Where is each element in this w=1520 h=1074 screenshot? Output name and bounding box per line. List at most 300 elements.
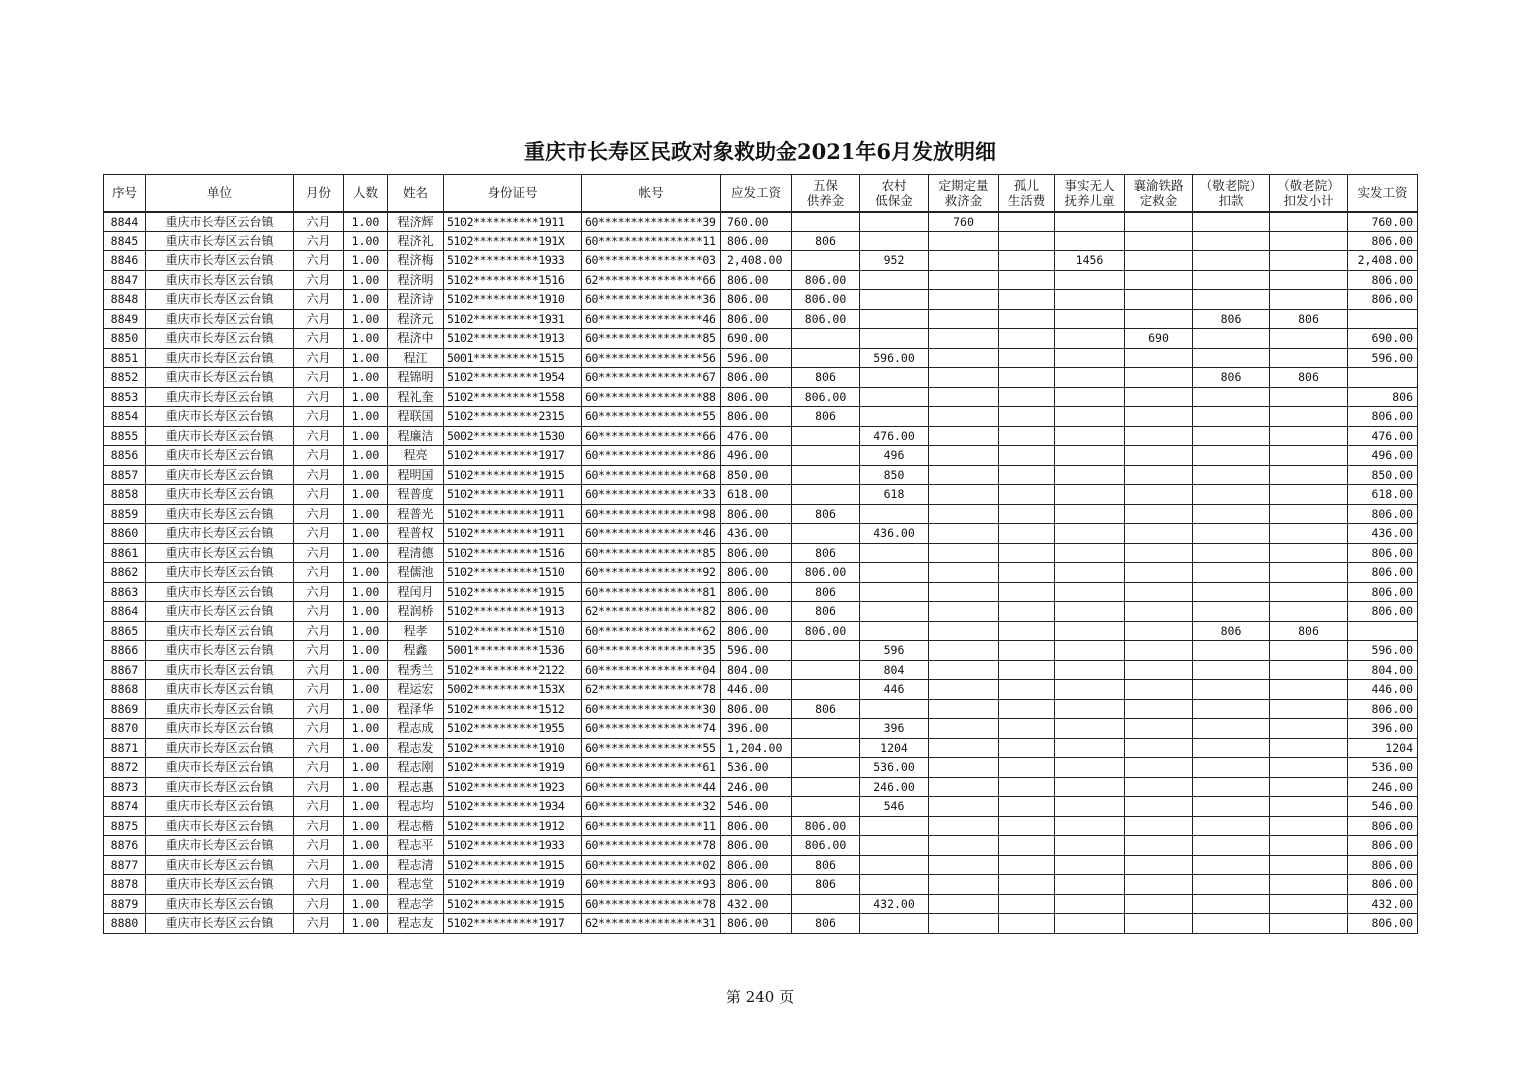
cell-due: 806.00: [721, 407, 792, 427]
cell-actual: [1348, 309, 1418, 329]
cell-subtotal: [1270, 231, 1348, 251]
cell-month: 六月: [294, 465, 344, 485]
cell-month: 六月: [294, 251, 344, 271]
cell-wubao: 806: [792, 914, 860, 934]
cell-name: 程志堂: [388, 875, 444, 895]
cell-railway: [1125, 465, 1193, 485]
cell-account: 60****************03: [582, 251, 721, 271]
cell-name: 程济诗: [388, 290, 444, 310]
cell-child: [1055, 797, 1125, 817]
cell-name: 程志刚: [388, 758, 444, 778]
cell-name: 程礼奎: [388, 387, 444, 407]
cell-unit: 重庆市长寿区云台镇: [146, 309, 294, 329]
cell-deduct: [1193, 738, 1270, 758]
cell-wubao: [792, 212, 860, 232]
table-row: [104, 738, 1418, 758]
cell-child: [1055, 543, 1125, 563]
cell-orphan: [999, 270, 1055, 290]
cell-name: 程济辉: [388, 212, 444, 232]
table-body: [104, 212, 1418, 934]
cell-month: 六月: [294, 582, 344, 602]
cell-subtotal: [1270, 251, 1348, 271]
cell-people: 1.00: [344, 797, 388, 817]
cell-due: 596.00: [721, 348, 792, 368]
cell-fixed: [929, 621, 999, 641]
cell-deduct: [1193, 543, 1270, 563]
cell-seq: 8858: [104, 485, 146, 505]
cell-railway: [1125, 212, 1193, 232]
cell-id-no: 5102**********1917: [444, 914, 582, 934]
cell-railway: [1125, 836, 1193, 856]
cell-child: [1055, 738, 1125, 758]
table-row: [104, 407, 1418, 427]
cell-account: 60****************81: [582, 582, 721, 602]
cell-fixed: [929, 680, 999, 700]
cell-railway: [1125, 348, 1193, 368]
cell-month: 六月: [294, 836, 344, 856]
cell-deduct: [1193, 465, 1270, 485]
cell-people: 1.00: [344, 407, 388, 427]
cell-people: 1.00: [344, 582, 388, 602]
cell-actual: 396.00: [1348, 719, 1418, 739]
cell-due: 496.00: [721, 446, 792, 466]
cell-seq: 8867: [104, 660, 146, 680]
cell-id-no: 5102**********1516: [444, 543, 582, 563]
cell-seq: 8869: [104, 699, 146, 719]
header-id-no: 身份证号: [444, 175, 582, 212]
cell-seq: 8859: [104, 504, 146, 524]
cell-child: [1055, 270, 1125, 290]
table-row: [104, 758, 1418, 778]
cell-actual: 496.00: [1348, 446, 1418, 466]
cell-orphan: [999, 504, 1055, 524]
cell-wubao: 806: [792, 543, 860, 563]
cell-id-no: 5102**********1915: [444, 855, 582, 875]
cell-fixed: [929, 407, 999, 427]
cell-deduct: [1193, 641, 1270, 661]
cell-actual: 806.00: [1348, 290, 1418, 310]
cell-account: 60****************86: [582, 446, 721, 466]
header-account: 帐号: [582, 175, 721, 212]
cell-seq: 8851: [104, 348, 146, 368]
cell-unit: 重庆市长寿区云台镇: [146, 231, 294, 251]
cell-people: 1.00: [344, 504, 388, 524]
cell-fixed: [929, 816, 999, 836]
table-row: [104, 543, 1418, 563]
cell-name: 程秀兰: [388, 660, 444, 680]
cell-due: 806.00: [721, 309, 792, 329]
cell-railway: [1125, 602, 1193, 622]
cell-seq: 8876: [104, 836, 146, 856]
cell-due: 806.00: [721, 270, 792, 290]
cell-unit: 重庆市长寿区云台镇: [146, 446, 294, 466]
cell-subtotal: [1270, 426, 1348, 446]
cell-wubao: 806.00: [792, 387, 860, 407]
table-row: [104, 797, 1418, 817]
cell-actual: 536.00: [1348, 758, 1418, 778]
cell-due: 546.00: [721, 797, 792, 817]
cell-orphan: [999, 329, 1055, 349]
cell-unit: 重庆市长寿区云台镇: [146, 914, 294, 934]
cell-due: 446.00: [721, 680, 792, 700]
cell-seq: 8875: [104, 816, 146, 836]
cell-child: [1055, 914, 1125, 934]
cell-due: 596.00: [721, 641, 792, 661]
cell-seq: 8857: [104, 465, 146, 485]
cell-due: 690.00: [721, 329, 792, 349]
table-row: [104, 231, 1418, 251]
cell-fixed: [929, 270, 999, 290]
cell-child: [1055, 660, 1125, 680]
cell-railway: [1125, 582, 1193, 602]
cell-subtotal: 806: [1270, 368, 1348, 388]
cell-child: [1055, 387, 1125, 407]
cell-deduct: [1193, 816, 1270, 836]
cell-wubao: [792, 465, 860, 485]
cell-month: 六月: [294, 504, 344, 524]
cell-deduct: [1193, 758, 1270, 778]
cell-subtotal: [1270, 738, 1348, 758]
cell-id-no: 5102**********1954: [444, 368, 582, 388]
header-deduct: （敬老院） 扣款: [1193, 175, 1270, 212]
cell-actual: 806.00: [1348, 407, 1418, 427]
cell-month: 六月: [294, 855, 344, 875]
cell-deduct: [1193, 836, 1270, 856]
cell-dibao: 804: [860, 660, 929, 680]
cell-seq: 8863: [104, 582, 146, 602]
cell-account: 62****************82: [582, 602, 721, 622]
cell-subtotal: [1270, 290, 1348, 310]
cell-dibao: 1204: [860, 738, 929, 758]
cell-railway: [1125, 719, 1193, 739]
cell-id-no: 5102**********1558: [444, 387, 582, 407]
cell-month: 六月: [294, 699, 344, 719]
cell-subtotal: [1270, 816, 1348, 836]
cell-seq: 8861: [104, 543, 146, 563]
cell-orphan: [999, 446, 1055, 466]
cell-actual: [1348, 621, 1418, 641]
cell-child: [1055, 641, 1125, 661]
cell-subtotal: [1270, 504, 1348, 524]
cell-unit: 重庆市长寿区云台镇: [146, 290, 294, 310]
cell-wubao: [792, 738, 860, 758]
table-row: [104, 816, 1418, 836]
cell-fixed: [929, 894, 999, 914]
cell-subtotal: [1270, 582, 1348, 602]
cell-due: 850.00: [721, 465, 792, 485]
cell-dibao: 596.00: [860, 348, 929, 368]
cell-fixed: [929, 641, 999, 661]
cell-dibao: 596: [860, 641, 929, 661]
cell-account: 60****************85: [582, 543, 721, 563]
cell-dibao: 496: [860, 446, 929, 466]
cell-people: 1.00: [344, 894, 388, 914]
cell-dibao: 446: [860, 680, 929, 700]
cell-actual: 760.00: [1348, 212, 1418, 232]
cell-due: 806.00: [721, 816, 792, 836]
cell-child: [1055, 680, 1125, 700]
cell-deduct: [1193, 446, 1270, 466]
cell-subtotal: [1270, 387, 1348, 407]
cell-due: 806.00: [721, 387, 792, 407]
cell-railway: [1125, 290, 1193, 310]
cell-wubao: [792, 894, 860, 914]
cell-wubao: 806: [792, 407, 860, 427]
cell-account: 60****************85: [582, 329, 721, 349]
cell-name: 程济礼: [388, 231, 444, 251]
cell-orphan: [999, 387, 1055, 407]
cell-due: 806.00: [721, 504, 792, 524]
cell-actual: 806.00: [1348, 602, 1418, 622]
cell-account: 60****************11: [582, 816, 721, 836]
cell-railway: [1125, 446, 1193, 466]
cell-id-no: 5102**********1933: [444, 251, 582, 271]
cell-name: 程志友: [388, 914, 444, 934]
table-row: [104, 914, 1418, 934]
cell-id-no: 5102**********1911: [444, 504, 582, 524]
cell-child: [1055, 621, 1125, 641]
cell-due: 806.00: [721, 621, 792, 641]
cell-unit: 重庆市长寿区云台镇: [146, 407, 294, 427]
cell-orphan: [999, 914, 1055, 934]
cell-month: 六月: [294, 426, 344, 446]
cell-name: 程普光: [388, 504, 444, 524]
cell-subtotal: [1270, 212, 1348, 232]
cell-wubao: [792, 680, 860, 700]
cell-child: [1055, 894, 1125, 914]
header-seq: 序号: [104, 175, 146, 212]
cell-people: 1.00: [344, 368, 388, 388]
table-row: [104, 563, 1418, 583]
cell-railway: [1125, 914, 1193, 934]
cell-month: 六月: [294, 680, 344, 700]
page-number: 第 240 页: [725, 988, 795, 1006]
cell-month: 六月: [294, 738, 344, 758]
cell-fixed: [929, 797, 999, 817]
cell-subtotal: [1270, 719, 1348, 739]
cell-month: 六月: [294, 212, 344, 232]
cell-fixed: [929, 251, 999, 271]
cell-child: [1055, 231, 1125, 251]
cell-railway: [1125, 660, 1193, 680]
cell-fixed: 760: [929, 212, 999, 232]
cell-unit: 重庆市长寿区云台镇: [146, 582, 294, 602]
cell-people: 1.00: [344, 446, 388, 466]
cell-deduct: [1193, 426, 1270, 446]
header-wubao: 五保 供养金: [792, 175, 860, 212]
cell-orphan: [999, 699, 1055, 719]
cell-actual: 806.00: [1348, 582, 1418, 602]
cell-wubao: [792, 758, 860, 778]
cell-month: 六月: [294, 543, 344, 563]
cell-people: 1.00: [344, 777, 388, 797]
cell-due: 760.00: [721, 212, 792, 232]
cell-deduct: [1193, 504, 1270, 524]
cell-railway: [1125, 758, 1193, 778]
header-child: 事实无人 抚养儿童: [1055, 175, 1125, 212]
cell-id-no: 5102**********191X: [444, 231, 582, 251]
cell-people: 1.00: [344, 875, 388, 895]
cell-wubao: 806: [792, 582, 860, 602]
cell-due: 2,408.00: [721, 251, 792, 271]
table-row: [104, 309, 1418, 329]
cell-people: 1.00: [344, 251, 388, 271]
cell-name: 程济元: [388, 309, 444, 329]
cell-orphan: [999, 777, 1055, 797]
cell-child: [1055, 777, 1125, 797]
cell-account: 60****************93: [582, 875, 721, 895]
cell-dibao: [860, 914, 929, 934]
cell-subtotal: [1270, 446, 1348, 466]
cell-actual: 806.00: [1348, 563, 1418, 583]
cell-month: 六月: [294, 894, 344, 914]
cell-month: 六月: [294, 290, 344, 310]
cell-dibao: [860, 212, 929, 232]
cell-account: 60****************33: [582, 485, 721, 505]
cell-dibao: [860, 602, 929, 622]
table-row: [104, 212, 1418, 232]
cell-wubao: 806: [792, 699, 860, 719]
cell-name: 程志学: [388, 894, 444, 914]
cell-month: 六月: [294, 719, 344, 739]
cell-subtotal: [1270, 660, 1348, 680]
cell-wubao: [792, 485, 860, 505]
cell-due: 476.00: [721, 426, 792, 446]
cell-subtotal: [1270, 348, 1348, 368]
cell-account: 60****************56: [582, 348, 721, 368]
cell-actual: 806.00: [1348, 816, 1418, 836]
cell-fixed: [929, 231, 999, 251]
cell-wubao: [792, 426, 860, 446]
cell-child: [1055, 524, 1125, 544]
cell-id-no: 5102**********2315: [444, 407, 582, 427]
cell-actual: 436.00: [1348, 524, 1418, 544]
cell-name: 程联国: [388, 407, 444, 427]
cell-month: 六月: [294, 446, 344, 466]
cell-child: [1055, 309, 1125, 329]
cell-railway: [1125, 641, 1193, 661]
cell-subtotal: [1270, 641, 1348, 661]
header-name: 姓名: [388, 175, 444, 212]
table-row: [104, 290, 1418, 310]
cell-actual: 806.00: [1348, 875, 1418, 895]
cell-wubao: 806.00: [792, 563, 860, 583]
cell-deduct: [1193, 855, 1270, 875]
cell-account: 62****************31: [582, 914, 721, 934]
cell-deduct: 806: [1193, 621, 1270, 641]
cell-dibao: [860, 231, 929, 251]
cell-actual: 806.00: [1348, 836, 1418, 856]
cell-account: 60****************66: [582, 426, 721, 446]
cell-orphan: [999, 621, 1055, 641]
cell-dibao: 432.00: [860, 894, 929, 914]
cell-subtotal: [1270, 875, 1348, 895]
cell-fixed: [929, 387, 999, 407]
cell-due: 618.00: [721, 485, 792, 505]
cell-orphan: [999, 524, 1055, 544]
cell-id-no: 5001**********1515: [444, 348, 582, 368]
cell-id-no: 5102**********1915: [444, 582, 582, 602]
cell-child: [1055, 485, 1125, 505]
cell-unit: 重庆市长寿区云台镇: [146, 251, 294, 271]
cell-month: 六月: [294, 602, 344, 622]
cell-dibao: [860, 816, 929, 836]
cell-railway: [1125, 543, 1193, 563]
cell-subtotal: [1270, 758, 1348, 778]
cell-seq: 8856: [104, 446, 146, 466]
cell-railway: [1125, 621, 1193, 641]
cell-orphan: [999, 231, 1055, 251]
cell-unit: 重庆市长寿区云台镇: [146, 855, 294, 875]
cell-wubao: [792, 524, 860, 544]
cell-fixed: [929, 329, 999, 349]
cell-railway: [1125, 738, 1193, 758]
cell-account: 60****************55: [582, 407, 721, 427]
cell-fixed: [929, 485, 999, 505]
cell-subtotal: 806: [1270, 621, 1348, 641]
cell-month: 六月: [294, 348, 344, 368]
cell-people: 1.00: [344, 836, 388, 856]
cell-name: 程普权: [388, 524, 444, 544]
cell-deduct: [1193, 251, 1270, 271]
cell-child: [1055, 582, 1125, 602]
cell-due: 536.00: [721, 758, 792, 778]
cell-seq: 8872: [104, 758, 146, 778]
table-row: [104, 582, 1418, 602]
cell-seq: 8880: [104, 914, 146, 934]
cell-name: 程志均: [388, 797, 444, 817]
cell-due: 806.00: [721, 875, 792, 895]
cell-account: 60****************74: [582, 719, 721, 739]
cell-wubao: [792, 719, 860, 739]
cell-id-no: 5102**********1919: [444, 758, 582, 778]
cell-fixed: [929, 426, 999, 446]
cell-dibao: [860, 387, 929, 407]
cell-deduct: [1193, 582, 1270, 602]
cell-subtotal: [1270, 855, 1348, 875]
cell-people: 1.00: [344, 680, 388, 700]
cell-wubao: 806: [792, 504, 860, 524]
cell-due: 396.00: [721, 719, 792, 739]
cell-deduct: [1193, 212, 1270, 232]
cell-railway: [1125, 387, 1193, 407]
cell-name: 程廉洁: [388, 426, 444, 446]
cell-name: 程锦明: [388, 368, 444, 388]
cell-id-no: 5102**********1910: [444, 290, 582, 310]
cell-dibao: 436.00: [860, 524, 929, 544]
table-row: [104, 855, 1418, 875]
cell-deduct: 806: [1193, 368, 1270, 388]
cell-seq: 8845: [104, 231, 146, 251]
cell-orphan: [999, 309, 1055, 329]
cell-unit: 重庆市长寿区云台镇: [146, 836, 294, 856]
cell-actual: 596.00: [1348, 641, 1418, 661]
cell-orphan: [999, 816, 1055, 836]
cell-unit: 重庆市长寿区云台镇: [146, 699, 294, 719]
cell-railway: [1125, 680, 1193, 700]
cell-actual: 618.00: [1348, 485, 1418, 505]
cell-id-no: 5102**********1913: [444, 329, 582, 349]
cell-name: 程儒池: [388, 563, 444, 583]
cell-seq: 8852: [104, 368, 146, 388]
cell-id-no: 5102**********1915: [444, 465, 582, 485]
header-railway: 襄渝铁路 定救金: [1125, 175, 1193, 212]
cell-actual: 246.00: [1348, 777, 1418, 797]
table-row: [104, 446, 1418, 466]
cell-unit: 重庆市长寿区云台镇: [146, 368, 294, 388]
cell-unit: 重庆市长寿区云台镇: [146, 680, 294, 700]
cell-account: 60****************98: [582, 504, 721, 524]
